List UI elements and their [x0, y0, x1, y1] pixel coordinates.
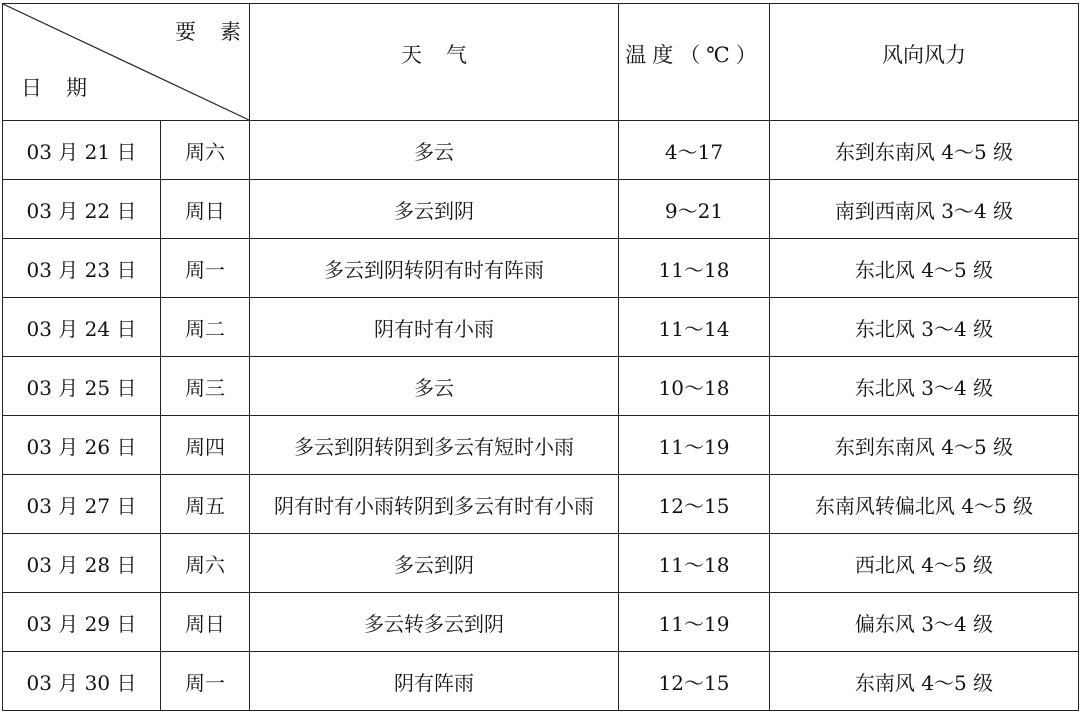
weather-cell-text: 多云到阴	[394, 552, 474, 577]
temperature-cell-text: 12～15	[658, 493, 730, 518]
wind-cell-text: 东北风 3～4 级	[854, 316, 994, 341]
temperature-cell	[619, 357, 770, 416]
header-wind-cell	[770, 4, 1079, 121]
weekday-cell-text: 周四	[185, 434, 225, 459]
header-wind: 风向风力	[882, 43, 966, 67]
temperature-cell	[619, 534, 770, 593]
temperature-cell-text: 11～19	[658, 434, 730, 459]
weather-cell	[250, 239, 619, 298]
temperature-cell	[619, 239, 770, 298]
weekday-cell	[161, 652, 250, 711]
wind-cell-text: 东南风 4～5 级	[854, 670, 994, 695]
header-temperature: 温度（℃）	[625, 43, 763, 67]
header-date-label: 日期	[21, 76, 111, 100]
header-weather: 天气	[401, 43, 491, 67]
wind-cell	[770, 416, 1079, 475]
date-cell	[3, 121, 161, 180]
weekday-cell	[161, 298, 250, 357]
weather-cell-text: 多云	[414, 139, 454, 164]
weekday-cell	[161, 357, 250, 416]
diagonal-header-cell	[3, 4, 265, 121]
wind-cell	[770, 298, 1079, 357]
table-row	[3, 357, 1079, 416]
temperature-cell	[619, 475, 770, 534]
temperature-cell-text: 9～21	[664, 198, 724, 223]
date-cell-text: 03 月 21 日	[26, 139, 137, 164]
temperature-cell	[619, 298, 770, 357]
wind-cell	[770, 357, 1079, 416]
weekday-cell-text: 周日	[185, 198, 225, 223]
weekday-cell-text: 周五	[185, 493, 225, 518]
header-weather-cell	[250, 4, 619, 121]
date-cell	[3, 593, 161, 652]
weather-cell-text: 阴有时有小雨	[374, 316, 494, 341]
table-row	[3, 298, 1079, 357]
weather-cell-text: 多云到阴	[394, 198, 474, 223]
temperature-cell	[619, 416, 770, 475]
wind-cell	[770, 121, 1079, 180]
table-row	[3, 180, 1079, 239]
wind-cell-text: 东到东南风 4～5 级	[834, 139, 1014, 164]
date-cell-text: 03 月 22 日	[26, 198, 137, 223]
date-cell-text: 03 月 29 日	[26, 611, 137, 636]
weekday-cell	[161, 416, 250, 475]
header-row	[3, 4, 1079, 121]
weekday-cell-text: 周日	[185, 611, 225, 636]
date-cell-text: 03 月 28 日	[26, 552, 137, 577]
table-row	[3, 416, 1079, 475]
weekday-cell-text: 周六	[185, 139, 225, 164]
wind-cell	[770, 475, 1079, 534]
date-cell	[3, 416, 161, 475]
temperature-cell-text: 11～19	[658, 611, 730, 636]
wind-cell-text: 东南风转偏北风 4～5 级	[814, 493, 1034, 518]
wind-cell	[770, 652, 1079, 711]
date-cell	[3, 534, 161, 593]
weather-cell-text: 多云到阴转阴有时有阵雨	[324, 257, 544, 282]
date-cell-text: 03 月 24 日	[26, 316, 137, 341]
wind-cell-text: 东北风 4～5 级	[854, 257, 994, 282]
header-elements-label: 要素	[175, 20, 265, 44]
weather-cell-text: 多云	[414, 375, 454, 400]
table-row	[3, 593, 1079, 652]
header-temperature-cell	[619, 4, 770, 121]
wind-cell-text: 偏东风 3～4 级	[854, 611, 994, 636]
weekday-cell-text: 周六	[185, 552, 225, 577]
temperature-cell-text: 10～18	[658, 375, 730, 400]
temperature-cell-text: 4～17	[664, 139, 724, 164]
wind-cell	[770, 593, 1079, 652]
weather-cell	[250, 534, 619, 593]
weather-cell	[250, 593, 619, 652]
date-cell-text: 03 月 23 日	[26, 257, 137, 282]
weekday-cell-text: 周三	[185, 375, 225, 400]
weather-forecast-table	[2, 3, 1079, 711]
temperature-cell	[619, 121, 770, 180]
weather-cell-text: 阴有时有小雨转阴到多云有时有小雨	[274, 493, 594, 518]
temperature-cell	[619, 652, 770, 711]
date-cell-text: 03 月 25 日	[26, 375, 137, 400]
date-cell	[3, 652, 161, 711]
wind-cell	[770, 534, 1079, 593]
date-cell	[3, 357, 161, 416]
weekday-cell	[161, 593, 250, 652]
weather-cell-text: 多云转多云到阴	[364, 611, 504, 636]
temperature-cell-text: 12～15	[658, 670, 730, 695]
temperature-cell-text: 11～18	[658, 552, 730, 577]
weather-cell	[250, 652, 619, 711]
weekday-cell-text: 周一	[185, 670, 225, 695]
weekday-cell	[161, 239, 250, 298]
wind-cell-text: 西北风 4～5 级	[854, 552, 994, 577]
date-cell-text: 03 月 26 日	[26, 434, 137, 459]
weekday-cell	[161, 475, 250, 534]
weather-cell	[250, 121, 619, 180]
table-body	[3, 121, 1079, 711]
weather-cell	[250, 475, 619, 534]
weather-cell-text: 阴有阵雨	[394, 670, 474, 695]
wind-cell	[770, 180, 1079, 239]
wind-cell	[770, 239, 1079, 298]
table-row	[3, 534, 1079, 593]
weekday-cell-text: 周一	[185, 257, 225, 282]
temperature-cell-text: 11～18	[658, 257, 730, 282]
weather-cell-text: 多云到阴转阴到多云有短时小雨	[294, 434, 574, 459]
wind-cell-text: 东到东南风 4～5 级	[834, 434, 1014, 459]
table-row	[3, 121, 1079, 180]
weekday-cell	[161, 534, 250, 593]
weekday-cell	[161, 121, 250, 180]
date-cell	[3, 475, 161, 534]
date-cell	[3, 239, 161, 298]
date-cell	[3, 180, 161, 239]
temperature-cell	[619, 593, 770, 652]
date-cell	[3, 298, 161, 357]
table-row	[3, 475, 1079, 534]
weather-cell	[250, 416, 619, 475]
date-cell-text: 03 月 30 日	[26, 670, 137, 695]
weather-cell	[250, 298, 619, 357]
date-cell-text: 03 月 27 日	[26, 493, 137, 518]
wind-cell-text: 东北风 3～4 级	[854, 375, 994, 400]
wind-cell-text: 南到西南风 3～4 级	[834, 198, 1014, 223]
weekday-cell	[161, 180, 250, 239]
weekday-cell-text: 周二	[185, 316, 225, 341]
table-row	[3, 239, 1079, 298]
weather-cell	[250, 357, 619, 416]
temperature-cell	[619, 180, 770, 239]
weather-cell	[250, 180, 619, 239]
temperature-cell-text: 11～14	[658, 316, 730, 341]
table-row	[3, 652, 1079, 711]
